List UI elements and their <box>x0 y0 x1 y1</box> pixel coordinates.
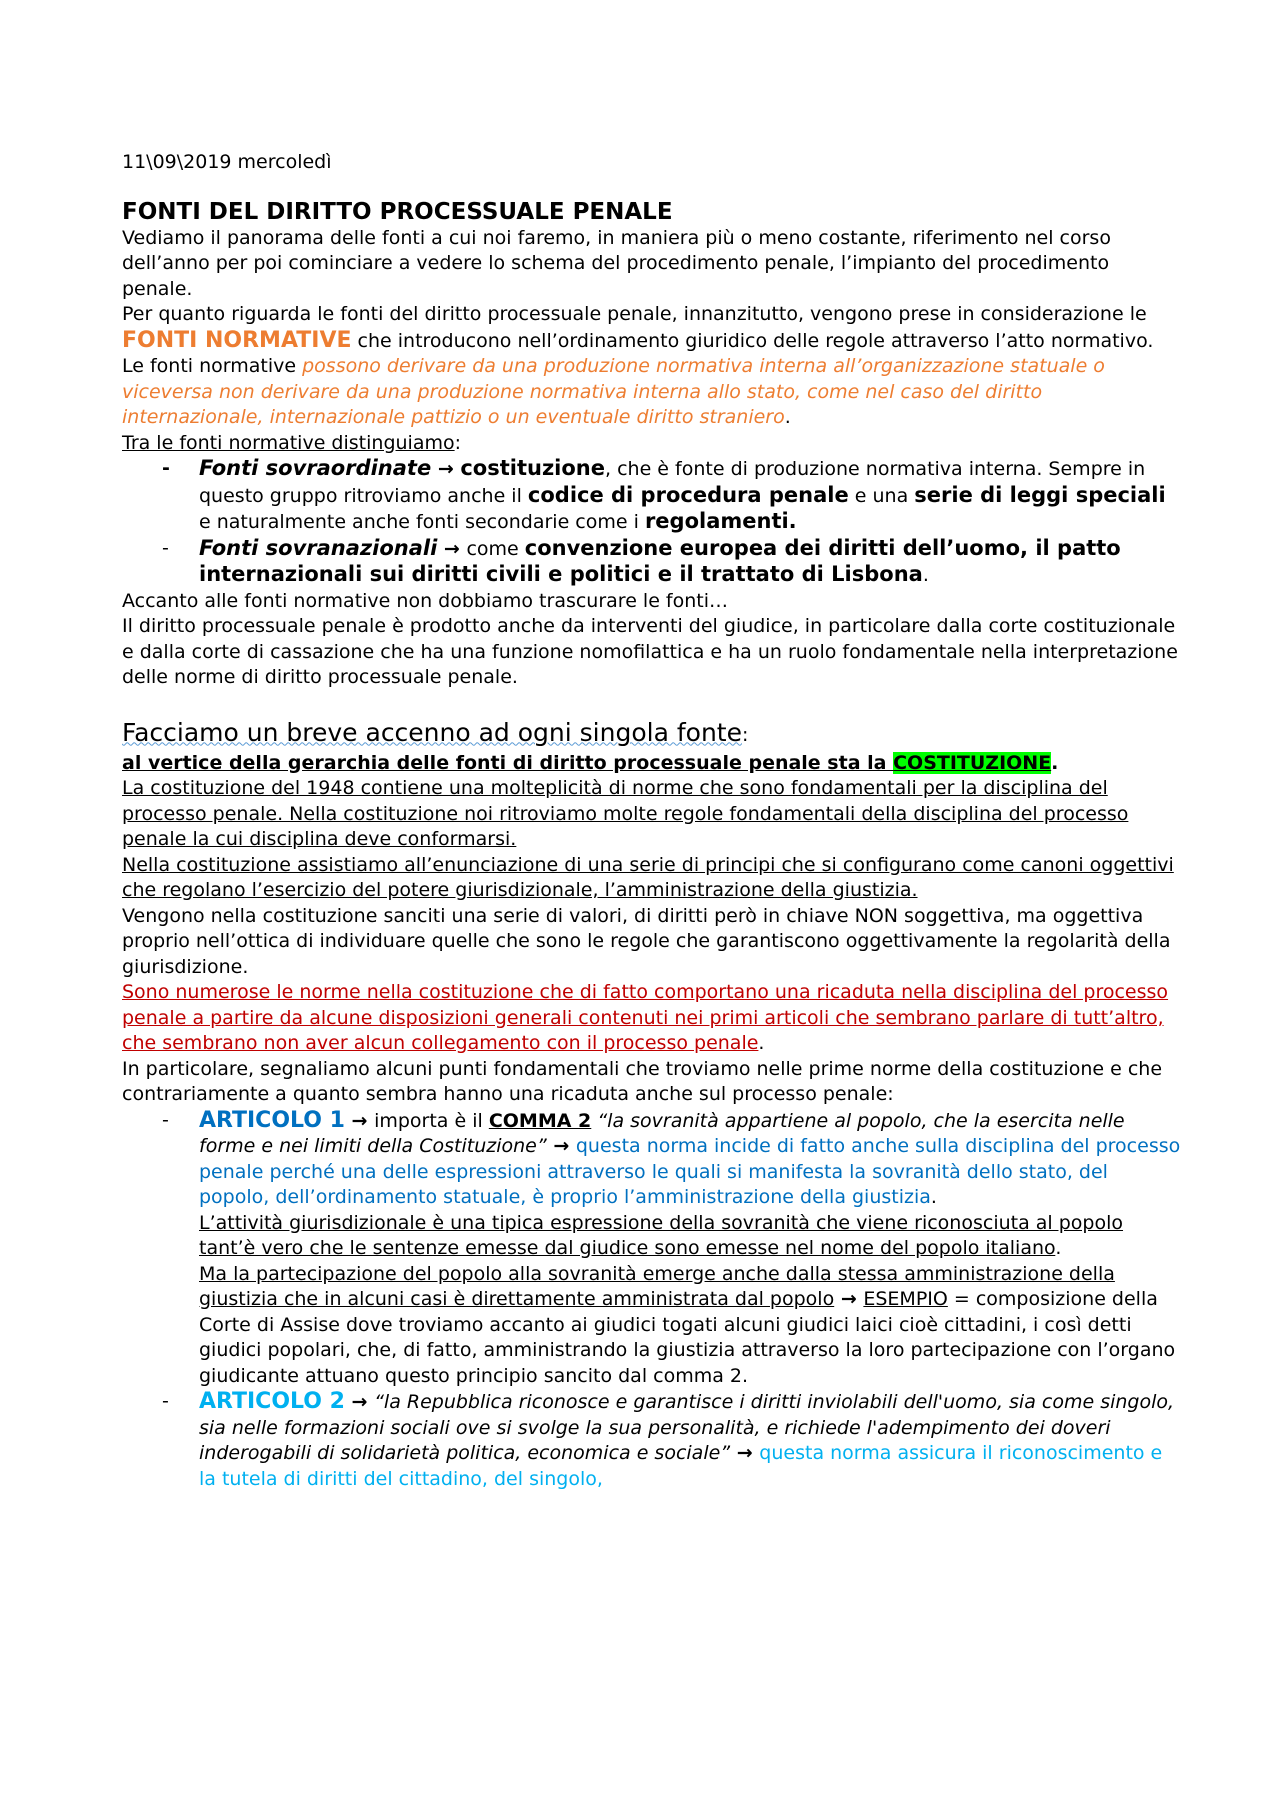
list-item-articolo-1: - ARTICOLO 1 → importa è il COMMA 2 “la sovranità appartiene al popolo, che la esercita nelle forme e nei limiti della Costituzione” → questa norma incide di fatto anche sulla disciplina del processo penale perché una delle espressioni attraverso le quali si manifesta la sovranità dello stato, del popolo, dell’ordinamento statuale, è proprio l’amministrazione della giustizia. L’attività giurisdizionale è una tipica espressione della sovranità che viene riconosciuta al popolo tant’è vero che le sentenze emesse dal giudice sono emesse nel nome del popolo italiano. Ma la partecipazione del popolo alla sovranità emerge anche dalla stessa amministrazione della giustizia che in alcuni casi è direttamente amministrata dal popolo → ESEMPIO = composizione della Corte di Assise dove troviamo accanto ai giudici togati alcuni giudici laici cioè cittadini, i così detti giudici popolari, che, di fatto, amministrando la giustizia attraverso la loro partecipazione con l’organo giudicante attuano questo principio sancito dal comma 2. <box>162 1107 1181 1387</box>
document-page <box>122 150 1182 1492</box>
arrow-icon: → <box>437 537 467 560</box>
list-item: - Fonti sovraordinate → costituzione, che è fonte di produzione normativa interna. Sempre in questo gruppo ritroviamo anche il codice di procedura penale e una serie di leggi speciali e naturalmente anche fonti secondarie come i regolamenti. <box>162 456 1166 533</box>
costituzione-paragraph-5: In particolare, segnaliamo alcuni punti fondamentali che troviamo nelle prime norme della costituzione e che contrariamente a quanto sembra hanno una ricaduta anche sul processo penale: <box>122 1057 1163 1105</box>
giudice-paragraph: Il diritto processuale penale è prodotto anche da interventi del giudice, in particolare dalla corte costituzionale e dalla corte di cassazione che ha una funzione nomofilattica e ha un ruolo fondamentale nella interpretazione delle norme di diritto processuale penale. <box>122 615 1178 688</box>
distinguish-line: Tra le fonti normative distinguiamo: <box>122 431 462 454</box>
bullet-dash: - <box>162 536 169 559</box>
articles-list <box>122 1108 1182 1493</box>
costituzione-paragraph-2: Nella costituzione assistiamo all’enunciazione di una serie di principi che si configurano come canoni oggettivi che regolano l’esercizio del potere giurisdizionale, l’amministrazione della giustizia. <box>122 853 1174 901</box>
costituzione-paragraph-1: La costituzione del 1948 contiene una molteplicità di norme che sono fondamentali per la disciplina del processo penale. Nella costituzione noi ritroviamo molte regole fondamentali della disciplina del processo penale la cui disciplina deve conformarsi. <box>122 777 1129 850</box>
arrow-icon: → <box>730 1442 760 1464</box>
intro-paragraph: Vediamo il panorama delle fonti a cui noi faremo, in maniera più o meno costante, riferimento nel corso dell’anno per poi cominciare a vedere lo schema del procedimento penale, l’impianto del procedimento penale. <box>122 226 1111 300</box>
arrow-icon: → <box>431 458 461 480</box>
list-item-articolo-2: - ARTICOLO 2 → “la Repubblica riconosce e garantisce i diritti inviolabili dell'uomo, sia come singolo, sia nelle formazioni sociali ove si svolge la sua personalità, e richiede l'adempimento dei doveri inderogabili di solidarietà politica, economica e sociale” → questa norma assicura il riconoscimento e la tutela di diritti del cittadino, del singolo, <box>162 1389 1175 1490</box>
bullet-dash: - <box>162 1108 169 1131</box>
date-line: 11\09\2019 mercoledì <box>122 151 332 173</box>
bullet-dash: - <box>162 1390 169 1412</box>
bullet-dash: - <box>162 457 170 479</box>
sources-list <box>122 456 1182 589</box>
fonti-paragraph: Accanto alle fonti normative non dobbiamo trascurare le fonti… <box>122 589 729 612</box>
derivation-paragraph: Le fonti normative possono derivare da una produzione normativa interna all’organizzazione statuale o viceversa non derivare da una produzione normativa interna allo stato, come nel caso del diritto internazionale, internazionale pattizio o un eventuale diritto straniero. <box>122 355 1105 428</box>
costituzione-paragraph-4: Sono numerose le norme nella costituzione che di fatto comportano una ricaduta nella disciplina del processo penale a partire da alcune disposizioni generali contenuti nei primi articoli che sembrano parlare di tutt’altro, che sembrano non aver alcun collegamento con il processo penale. <box>122 981 1169 1054</box>
vertice-line: al vertice della gerarchia delle fonti di diritto processuale penale sta la COSTITUZIONE. <box>122 751 1059 774</box>
arrow-icon: → <box>834 1288 864 1310</box>
fonti-normative-highlight: FONTI NORMATIVE <box>122 327 352 353</box>
list-item: - Fonti sovranazionali → come convenzione europea dei diritti dell’uomo, il patto internazionali sui diritti civili e politici e il trattato di Lisbona. <box>162 535 1121 586</box>
fonti-normative-paragraph: Per quanto riguarda le fonti del diritto processuale penale, innanzitutto, vengono prese in considerazione le FONTI NORMATIVE che introducono nell’ordinamento giuridico delle regole attraverso l’atto normativo. <box>122 303 1154 353</box>
page-title: FONTI DEL DIRITTO PROCESSUALE PENALE <box>122 198 673 225</box>
arrow-icon: → <box>546 1135 576 1157</box>
costituzione-highlight: COSTITUZIONE <box>893 751 1052 774</box>
arrow-icon: → <box>344 1109 375 1132</box>
section-heading: Facciamo un breve accenno ad ogni singola fonte: <box>122 717 749 747</box>
costituzione-paragraph-3: Vengono nella costituzione sanciti una serie di valori, di diritti però in chiave NON soggettiva, ma oggettiva proprio nell’ottica di individuare quelle che sono le regole che garantiscono oggettivamente la regolarità della giurisdizione. <box>122 904 1171 978</box>
arrow-icon: → <box>344 1391 375 1413</box>
